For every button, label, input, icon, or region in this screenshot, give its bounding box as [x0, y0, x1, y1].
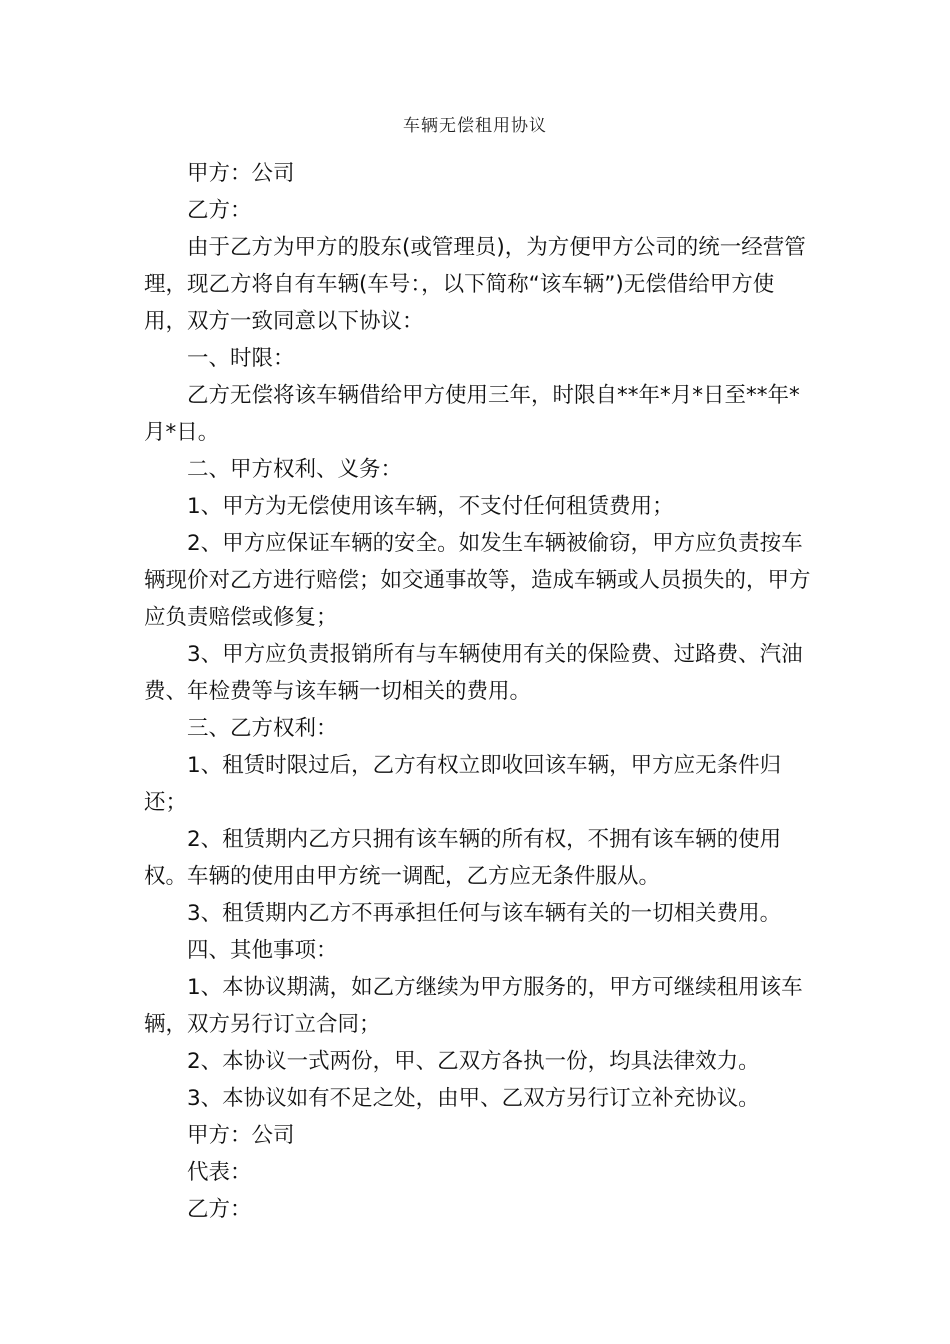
- party-a-clause-3: 3、甲方应负责报销所有与车辆使用有关的保险费、过路费、汽油费、年检费等与该车辆一切相关的费用。: [144, 642, 803, 704]
- party-a-clause-2: 2、甲方应保证车辆的安全。如发生车辆被偷窃，甲方应负责按车辆现价对乙方进行赔偿；如交通事故等，造成车辆或人员损失的，甲方应负责赔偿或修复；: [144, 531, 811, 630]
- document-title: 车辆无偿租用协议: [403, 116, 547, 136]
- section-heading-other: 四、其他事项：: [187, 938, 338, 963]
- document-body: [144, 155, 812, 1228]
- other-clause-1: 1、本协议期满，如乙方继续为甲方服务的，甲方可继续租用该车辆，双方另行订立合同；: [144, 975, 803, 1037]
- party-b-clause-1: 1、租赁时限过后，乙方有权立即收回该车辆，甲方应无条件归还；: [144, 753, 782, 815]
- section-heading-party-b-rights: 三、乙方权利：: [187, 716, 338, 741]
- other-clause-2: 2、本协议一式两份，甲、乙双方各执一份，均具法律效力。: [187, 1049, 760, 1074]
- section-heading-term: 一、时限：: [187, 346, 295, 371]
- party-b-line: 乙方：: [187, 198, 252, 223]
- party-b-clause-2: 2、租赁期内乙方只拥有该车辆的所有权，不拥有该车辆的使用权。车辆的使用由甲方统一调配，乙方应无条件服从。: [144, 827, 782, 889]
- party-b-clause-3: 3、租赁期内乙方不再承担任何与该车辆有关的一切相关费用。: [187, 901, 782, 926]
- preamble-paragraph: 由于乙方为甲方的股东(或管理员)，为方便甲方公司的统一经营管理，现乙方将自有车辆(车号：，以下简称“该车辆”)无偿借给甲方使用，双方一致同意以下协议：: [144, 235, 806, 334]
- signature-party-b: 乙方：: [187, 1197, 252, 1222]
- section-heading-party-a-rights: 二、甲方权利、义务：: [187, 457, 403, 482]
- party-a-clause-1: 1、甲方为无偿使用该车辆，不支付任何租赁费用；: [187, 494, 674, 519]
- signature-representative: 代表：: [187, 1160, 252, 1185]
- term-paragraph: 乙方无偿将该车辆借给甲方使用三年，时限自**年*月*日至**年*月*日。: [144, 383, 800, 445]
- other-clause-3: 3、本协议如有不足之处，由甲、乙双方另行订立补充协议。: [187, 1086, 760, 1111]
- party-a-line: 甲方：公司: [187, 161, 295, 186]
- signature-party-a: 甲方：公司: [187, 1123, 295, 1148]
